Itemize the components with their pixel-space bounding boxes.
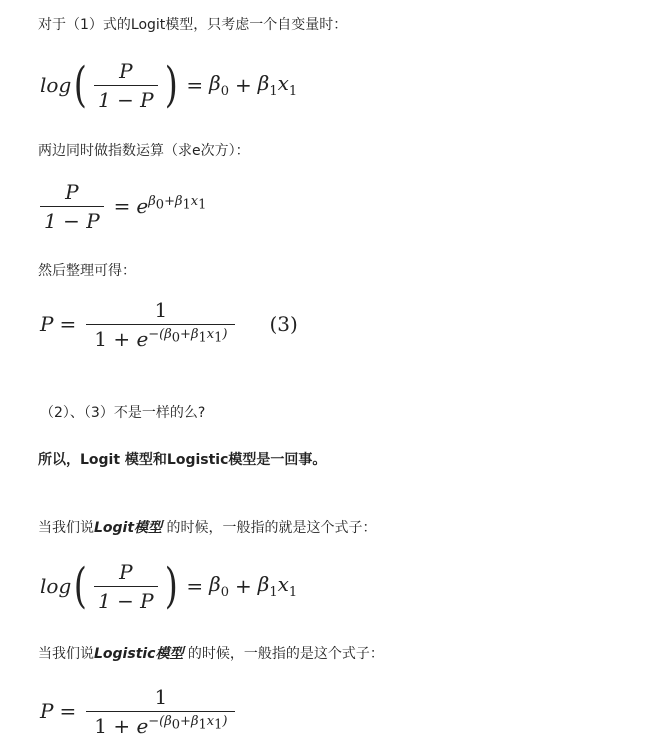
formula-logit-1: log ( $\frac{P}{1 - P}$ ) = $\beta_0$ + $\beta_1x_1$ xyxy=(40,57,298,113)
numerator: P xyxy=(119,58,133,83)
paragraph-2: 两边同时做指数运算（求e次方）： xyxy=(38,143,250,159)
equation-tag: (3) xyxy=(269,312,298,336)
numerator: P xyxy=(119,559,133,584)
paragraph-7: 当我们说Logistic模型 的时候，一般指的是这个式子： xyxy=(38,646,384,662)
paragraph-5: 所以，Logit 模型和Logistic模型是一回事。 xyxy=(38,452,327,468)
equals: = xyxy=(59,699,77,723)
equals: = xyxy=(186,73,204,97)
equals: = xyxy=(186,574,204,598)
paragraph-4: （2）、（3）不是一样的么? xyxy=(40,405,206,421)
lhs: P xyxy=(40,312,54,336)
lhs: P xyxy=(40,699,54,723)
numerator: P xyxy=(65,179,79,204)
denominator: 1 − P xyxy=(94,586,158,613)
formula-exp: $\frac{P}{1 - P}$ = $e^{\beta_0+\beta_1x_1}$ xyxy=(40,178,206,234)
paragraph-6: 当我们说Logit模型 的时候，一般指的就是这个式子： xyxy=(38,520,377,536)
denominator: 1 − P xyxy=(40,206,104,233)
log: log xyxy=(40,73,72,97)
paragraph-3: 然后整理可得： xyxy=(38,263,136,279)
denominator: 1 − P xyxy=(94,85,158,112)
log: log xyxy=(40,574,72,598)
formula-logistic-3: P = $\frac{1}{1 + e^{-(\beta_0+\beta_1x_1)}}$ (3) xyxy=(40,297,298,351)
paragraph-1: 对于（1）式的Logit模型，只考虑一个自变量时： xyxy=(38,17,348,33)
formula-logistic-2: P = $\frac{1}{1 + e^{-(\beta_0+\beta_1x_1)}}$ xyxy=(40,683,239,739)
equals: = xyxy=(59,312,77,336)
formula-logit-2: log ( $\frac{P}{1 - P}$ ) = $\beta_0$ + $\beta_1x_1$ xyxy=(40,558,298,614)
equals: = xyxy=(113,194,131,218)
